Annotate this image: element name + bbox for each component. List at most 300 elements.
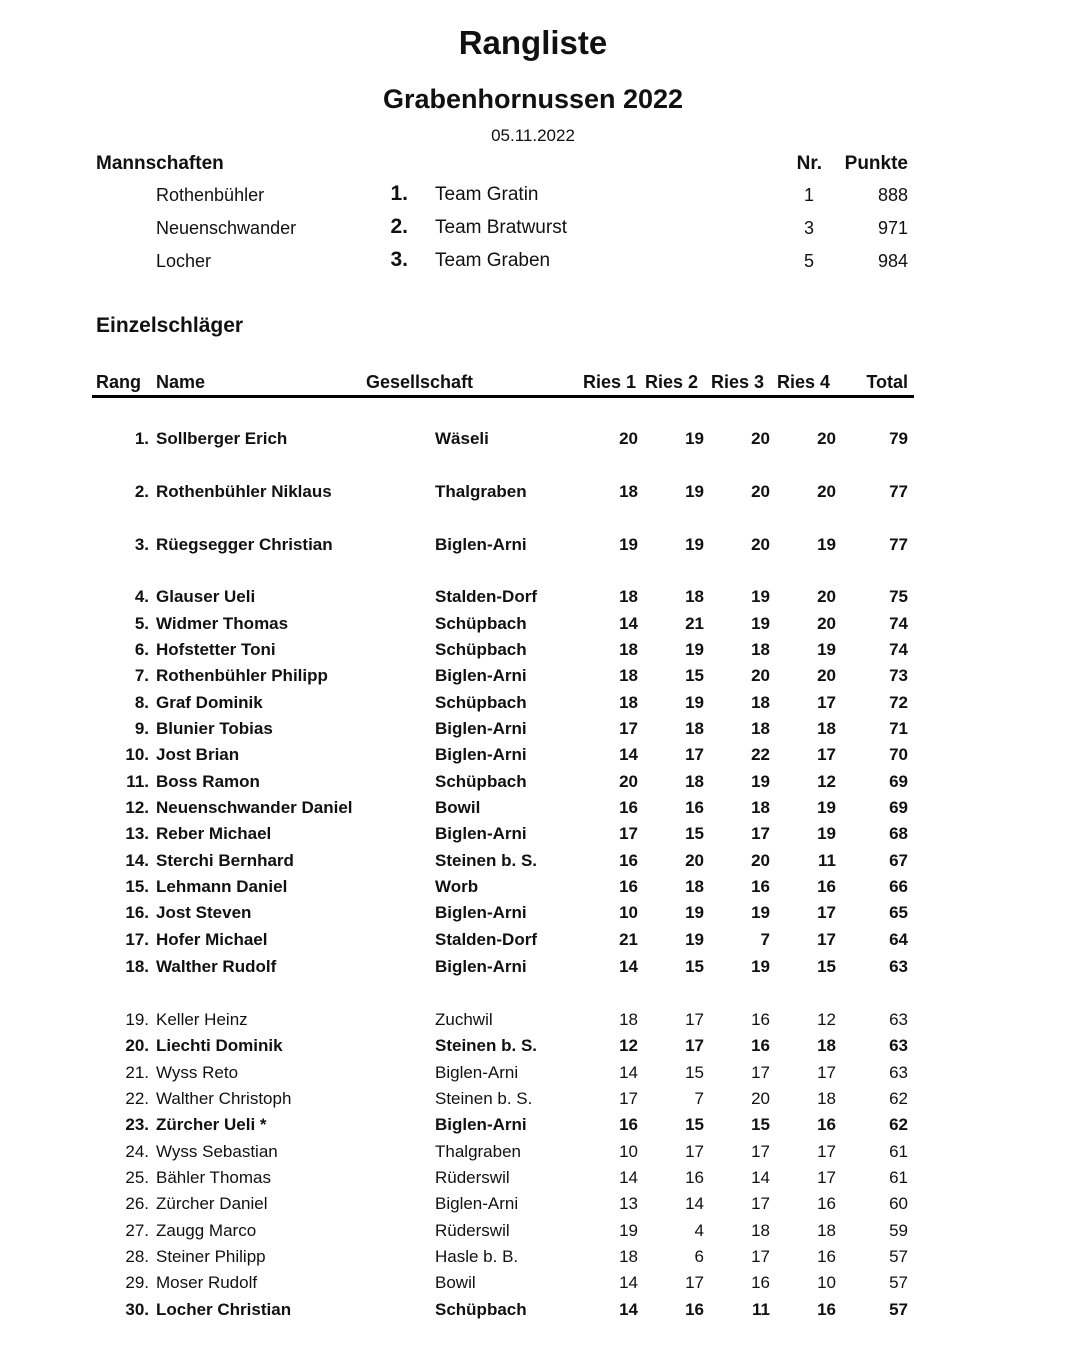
ries3-score: 20: [751, 535, 770, 554]
total-score: 74: [889, 614, 908, 633]
player-name: Blunier Tobias: [156, 719, 273, 738]
player-row: [0, 824, 1080, 850]
ries2-score: 19: [685, 930, 704, 949]
total-score: 69: [889, 772, 908, 791]
ries3-score: 17: [751, 824, 770, 843]
player-name: Neuenschwander Daniel: [156, 798, 353, 817]
total-score: 72: [889, 693, 908, 712]
player-name: Zaugg Marco: [156, 1221, 257, 1240]
ries4-score: 18: [817, 1036, 836, 1055]
total-score: 70: [889, 745, 908, 764]
col-ries2-header: Ries 2: [644, 372, 698, 392]
ries2-score: 6: [694, 1247, 704, 1266]
player-club: Stalden-Dorf: [435, 930, 537, 949]
ries1-score: 14: [619, 1273, 638, 1292]
player-club: Schüpbach: [435, 772, 527, 791]
ries4-score: 20: [817, 587, 836, 606]
player-row: [0, 482, 1080, 508]
player-club: Schüpbach: [435, 1300, 527, 1319]
ries2-score: 15: [685, 1063, 704, 1082]
player-club: Biglen-Arni: [435, 535, 527, 554]
ries2-score: 4: [694, 1221, 704, 1240]
player-club: Biglen-Arni: [435, 1063, 519, 1082]
col-total-header: Total: [866, 372, 908, 392]
player-name: Rothenbühler Philipp: [156, 666, 328, 685]
ries3-score: 17: [751, 1063, 770, 1082]
player-club: Biglen-Arni: [435, 957, 527, 976]
col-ries1-header: Ries 1: [582, 372, 636, 392]
player-rank: 26.: [125, 1194, 149, 1213]
ries2-score: 16: [685, 1300, 704, 1319]
player-name: Walther Rudolf: [156, 957, 277, 976]
player-row: [0, 429, 1080, 455]
ries3-score: 18: [751, 640, 770, 659]
total-score: 63: [889, 1010, 908, 1029]
ries1-score: 18: [619, 1247, 638, 1266]
player-rank: 25.: [125, 1168, 149, 1187]
player-row: [0, 745, 1080, 771]
player-row: [0, 930, 1080, 956]
ries4-score: 16: [817, 1300, 836, 1319]
player-row: [0, 666, 1080, 692]
player-name: Sterchi Bernhard: [156, 851, 294, 870]
player-name: Lehmann Daniel: [156, 877, 288, 896]
ries2-score: 17: [685, 1142, 704, 1161]
ries1-score: 16: [619, 798, 638, 817]
player-rank: 15.: [125, 877, 149, 896]
player-row: [0, 851, 1080, 877]
ries1-score: 14: [619, 1168, 638, 1187]
player-rank: 20.: [125, 1036, 149, 1055]
player-club: Biglen-Arni: [435, 745, 527, 764]
event-date: 05.11.2022: [491, 126, 575, 145]
ries2-score: 17: [685, 1010, 704, 1029]
total-score: 64: [889, 930, 908, 949]
player-rank: 30.: [125, 1300, 149, 1319]
total-score: 67: [889, 851, 908, 870]
player-club: Worb: [435, 877, 479, 896]
player-club: Biglen-Arni: [435, 719, 527, 738]
ries1-score: 13: [619, 1194, 638, 1213]
ries2-score: 15: [685, 1115, 704, 1134]
ries2-score: 19: [685, 429, 704, 448]
ries2-score: 18: [685, 587, 704, 606]
ries1-score: 19: [619, 1221, 638, 1240]
total-score: 77: [889, 482, 908, 501]
ries1-score: 18: [619, 666, 638, 685]
player-row: [0, 535, 1080, 561]
ries3-score: 16: [751, 1273, 770, 1292]
player-rank: 11.: [126, 772, 149, 791]
player-club: Rüderswil: [435, 1168, 510, 1187]
ries2-score: 15: [685, 957, 704, 976]
ries4-score: 15: [817, 957, 836, 976]
ries2-score: 16: [685, 1168, 704, 1187]
player-club: Biglen-Arni: [435, 824, 527, 843]
player-club: Biglen-Arni: [435, 1194, 519, 1213]
player-club: Bowil: [435, 798, 481, 817]
total-score: 79: [889, 429, 908, 448]
ries3-score: 18: [751, 719, 770, 738]
ries2-score: 18: [685, 877, 704, 896]
ries3-score: 19: [751, 903, 770, 922]
player-row: [0, 903, 1080, 929]
player-name: Rothenbühler Niklaus: [156, 482, 332, 501]
player-name: Steiner Philipp: [156, 1247, 266, 1266]
team-nr: 5: [803, 251, 814, 271]
team-name: Team Graben: [435, 250, 551, 271]
player-row: [0, 1194, 1080, 1220]
header-divider: [92, 395, 914, 398]
team-name: Team Bratwurst: [435, 217, 567, 238]
total-score: 61: [889, 1142, 908, 1161]
ries1-score: 12: [619, 1036, 638, 1055]
player-name: Zürcher Daniel: [156, 1194, 268, 1213]
ries3-score: 22: [751, 745, 770, 764]
player-rank: 6.: [134, 640, 149, 659]
total-score: 57: [889, 1300, 908, 1319]
ries1-score: 14: [619, 614, 638, 633]
ries2-score: 16: [685, 798, 704, 817]
total-score: 68: [889, 824, 908, 843]
player-club: Wäseli: [435, 429, 489, 448]
total-score: 63: [889, 1036, 908, 1055]
player-rank: 21.: [125, 1063, 149, 1082]
player-row: [0, 1273, 1080, 1299]
player-rank: 27.: [125, 1221, 149, 1240]
player-club: Schüpbach: [435, 693, 527, 712]
ries3-score: 15: [751, 1115, 770, 1134]
col-ries3-header: Ries 3: [710, 372, 764, 392]
col-rank-header: Rang: [96, 372, 141, 392]
player-row: [0, 587, 1080, 613]
player-name: Bähler Thomas: [156, 1168, 271, 1187]
ries3-score: 20: [751, 429, 770, 448]
ries3-score: 20: [751, 851, 770, 870]
ries3-score: 19: [751, 587, 770, 606]
total-score: 62: [889, 1115, 908, 1134]
player-rank: 3.: [134, 535, 149, 554]
player-rank: 4.: [134, 587, 149, 606]
ries4-score: 16: [817, 1247, 836, 1266]
player-name: Zürcher Ueli *: [156, 1115, 267, 1134]
team-row: [0, 215, 1080, 248]
ries4-score: 12: [817, 1010, 836, 1029]
player-name: Widmer Thomas: [156, 614, 289, 633]
player-name: Reber Michael: [156, 824, 272, 843]
ries2-score: 7: [694, 1089, 704, 1108]
player-rank: 29.: [125, 1273, 149, 1292]
ries2-score: 17: [685, 745, 704, 764]
ries1-score: 17: [619, 1089, 638, 1108]
player-club: Steinen b. S.: [435, 1036, 538, 1055]
ries1-score: 20: [619, 429, 638, 448]
player-club: Hasle b. B.: [435, 1247, 519, 1266]
ries3-score: 20: [751, 666, 770, 685]
team-sponsor: Neuenschwander: [156, 218, 297, 238]
player-name: Moser Rudolf: [156, 1273, 258, 1292]
col-club-header: Gesellschaft: [366, 372, 474, 392]
ries1-score: 16: [619, 851, 638, 870]
ries4-score: 19: [817, 535, 836, 554]
ries4-score: 19: [817, 824, 836, 843]
ries2-score: 21: [685, 614, 704, 633]
ries4-score: 18: [817, 1089, 836, 1108]
player-rank: 8.: [134, 693, 149, 712]
teams-heading: Mannschaften: [96, 153, 224, 174]
ries3-score: 19: [751, 614, 770, 633]
team-sponsor: Locher: [156, 251, 212, 271]
player-name: Boss Ramon: [156, 772, 260, 791]
ries1-score: 14: [619, 1063, 638, 1082]
ries1-score: 14: [619, 745, 638, 764]
player-club: Schüpbach: [435, 640, 527, 659]
player-club: Steinen b. S.: [435, 1089, 533, 1108]
total-score: 62: [889, 1089, 908, 1108]
player-row: [0, 798, 1080, 824]
player-rank: 13.: [125, 824, 149, 843]
ries3-score: 16: [751, 1010, 770, 1029]
ries4-score: 11: [818, 851, 836, 870]
ries3-score: 18: [751, 693, 770, 712]
player-name: Wyss Sebastian: [156, 1142, 278, 1161]
ries2-score: 18: [685, 772, 704, 791]
player-club: Thalgraben: [435, 482, 527, 501]
ries2-score: 17: [685, 1273, 704, 1292]
ries3-score: 16: [751, 1036, 770, 1055]
player-club: Steinen b. S.: [435, 851, 538, 870]
team-points: 971: [877, 218, 908, 238]
ries3-score: 14: [751, 1168, 770, 1187]
player-club: Biglen-Arni: [435, 903, 527, 922]
total-score: 66: [889, 877, 908, 896]
player-rank: 23.: [125, 1115, 149, 1134]
team-sponsor: Rothenbühler: [156, 185, 265, 205]
player-club: Rüderswil: [435, 1221, 510, 1240]
teams-col-points: Punkte: [844, 153, 908, 174]
total-score: 57: [889, 1273, 908, 1292]
player-row: [0, 1010, 1080, 1036]
player-row: [0, 1168, 1080, 1194]
ries1-score: 10: [619, 1142, 638, 1161]
player-rank: 18.: [125, 957, 149, 976]
player-name: Liechti Dominik: [156, 1036, 283, 1055]
ries4-score: 20: [817, 482, 836, 501]
player-rank: 1.: [134, 429, 149, 448]
total-score: 71: [889, 719, 908, 738]
total-score: 63: [889, 957, 908, 976]
ries1-score: 16: [619, 1115, 638, 1134]
player-rank: 22.: [125, 1089, 149, 1108]
ries2-score: 20: [685, 851, 704, 870]
ries4-score: 12: [817, 772, 836, 791]
ries3-score: 18: [751, 1221, 770, 1240]
ries4-score: 10: [817, 1273, 836, 1292]
player-row: [0, 1221, 1080, 1247]
player-rank: 17.: [125, 930, 149, 949]
ries1-score: 18: [619, 1010, 638, 1029]
ries2-score: 15: [685, 666, 704, 685]
ries4-score: 17: [817, 1142, 836, 1161]
col-ries4-header: Ries 4: [776, 372, 830, 392]
player-name: Hofstetter Toni: [156, 640, 276, 659]
ries1-score: 16: [619, 877, 638, 896]
total-score: 65: [889, 903, 908, 922]
player-row: [0, 614, 1080, 640]
total-score: 69: [889, 798, 908, 817]
ries1-score: 17: [619, 824, 638, 843]
ries1-score: 18: [619, 587, 638, 606]
ries4-score: 17: [817, 745, 836, 764]
player-row: [0, 1142, 1080, 1168]
ries3-score: 17: [751, 1194, 770, 1213]
player-row: [0, 1063, 1080, 1089]
ries2-score: 19: [685, 535, 704, 554]
page-title: Rangliste: [458, 24, 608, 61]
ries4-score: 19: [817, 640, 836, 659]
ries1-score: 20: [619, 772, 638, 791]
ries4-score: 17: [817, 930, 836, 949]
ries3-score: 17: [751, 1142, 770, 1161]
ries3-score: 20: [751, 482, 770, 501]
player-rank: 7.: [134, 666, 149, 685]
ries4-score: 16: [817, 877, 836, 896]
ries4-score: 17: [817, 1168, 836, 1187]
team-rank: 1.: [390, 182, 408, 205]
ries3-score: 20: [751, 1089, 770, 1108]
col-name-header: Name: [156, 372, 206, 392]
ries1-score: 18: [619, 482, 638, 501]
player-row: [0, 1089, 1080, 1115]
player-rank: 5.: [134, 614, 149, 633]
ries1-score: 14: [619, 957, 638, 976]
ries4-score: 17: [817, 693, 836, 712]
player-rank: 14.: [125, 851, 149, 870]
team-name: Team Gratin: [435, 184, 539, 205]
ries2-score: 19: [685, 693, 704, 712]
team-rank: 3.: [390, 248, 408, 271]
player-name: Glauser Ueli: [156, 587, 256, 606]
player-name: Wyss Reto: [156, 1063, 239, 1082]
ries3-score: 18: [751, 798, 770, 817]
player-name: Jost Steven: [156, 903, 252, 922]
player-rank: 19.: [125, 1010, 149, 1029]
teams-col-nr: Nr.: [796, 153, 822, 174]
player-rank: 16.: [125, 903, 149, 922]
player-rank: 28.: [125, 1247, 149, 1266]
player-name: Locher Christian: [156, 1300, 292, 1319]
team-points: 888: [877, 185, 908, 205]
total-score: 77: [889, 535, 908, 554]
ries3-score: 19: [751, 772, 770, 791]
total-score: 57: [889, 1247, 908, 1266]
player-club: Stalden-Dorf: [435, 587, 537, 606]
player-name: Sollberger Erich: [156, 429, 288, 448]
ries3-score: 7: [760, 930, 770, 949]
ries4-score: 18: [817, 719, 836, 738]
player-club: Bowil: [435, 1273, 476, 1292]
player-name: Graf Dominik: [156, 693, 263, 712]
player-row: [0, 1300, 1080, 1326]
ries1-score: 18: [619, 693, 638, 712]
team-nr: 3: [803, 218, 814, 238]
team-rank: 2.: [390, 215, 408, 238]
player-rank: 24.: [125, 1142, 149, 1161]
player-row: [0, 1036, 1080, 1062]
player-club: Schüpbach: [435, 614, 527, 633]
ries4-score: 20: [817, 666, 836, 685]
total-score: 74: [889, 640, 908, 659]
player-row: [0, 719, 1080, 745]
ries1-score: 18: [619, 640, 638, 659]
ries2-score: 15: [685, 824, 704, 843]
ries4-score: 17: [817, 1063, 836, 1082]
team-row: [0, 248, 1080, 281]
team-nr: 1: [803, 185, 814, 205]
ries2-score: 19: [685, 640, 704, 659]
ries3-score: 11: [752, 1300, 770, 1319]
player-name: Jost Brian: [156, 745, 240, 764]
ries4-score: 16: [817, 1194, 836, 1213]
player-rank: 10.: [125, 745, 149, 764]
ries1-score: 14: [619, 1300, 638, 1319]
event-title: Grabenhornussen 2022: [382, 84, 684, 114]
player-club: Thalgraben: [435, 1142, 522, 1161]
ries4-score: 19: [817, 798, 836, 817]
ries1-score: 17: [619, 719, 638, 738]
player-name: Walther Christoph: [156, 1089, 292, 1108]
player-club: Zuchwil: [435, 1010, 493, 1029]
total-score: 73: [889, 666, 908, 685]
ries2-score: 14: [685, 1194, 704, 1213]
player-row: [0, 877, 1080, 903]
total-score: 59: [889, 1221, 908, 1240]
player-row: [0, 957, 1080, 983]
player-club: Biglen-Arni: [435, 666, 527, 685]
player-row: [0, 772, 1080, 798]
total-score: 75: [889, 587, 908, 606]
ries4-score: 18: [817, 1221, 836, 1240]
ries2-score: 19: [685, 903, 704, 922]
total-score: 60: [889, 1194, 908, 1213]
ries1-score: 10: [619, 903, 638, 922]
ries4-score: 20: [817, 614, 836, 633]
ries4-score: 17: [817, 903, 836, 922]
ries1-score: 19: [619, 535, 638, 554]
player-row: [0, 1247, 1080, 1273]
player-name: Keller Heinz: [156, 1010, 248, 1029]
player-club: Biglen-Arni: [435, 1115, 527, 1134]
ries2-score: 17: [685, 1036, 704, 1055]
player-row: [0, 640, 1080, 666]
player-name: Hofer Michael: [156, 930, 268, 949]
player-row: [0, 693, 1080, 719]
player-rank: 9.: [134, 719, 149, 738]
player-name: Rüegsegger Christian: [156, 535, 333, 554]
ries3-score: 19: [751, 957, 770, 976]
ries3-score: 17: [751, 1247, 770, 1266]
individual-heading: Einzelschläger: [96, 314, 244, 337]
player-rank: 12.: [125, 798, 149, 817]
total-score: 63: [889, 1063, 908, 1082]
ries1-score: 21: [619, 930, 638, 949]
player-row: [0, 1115, 1080, 1141]
ries4-score: 20: [817, 429, 836, 448]
ries4-score: 16: [817, 1115, 836, 1134]
ries3-score: 16: [751, 877, 770, 896]
ries2-score: 18: [685, 719, 704, 738]
ries2-score: 19: [685, 482, 704, 501]
